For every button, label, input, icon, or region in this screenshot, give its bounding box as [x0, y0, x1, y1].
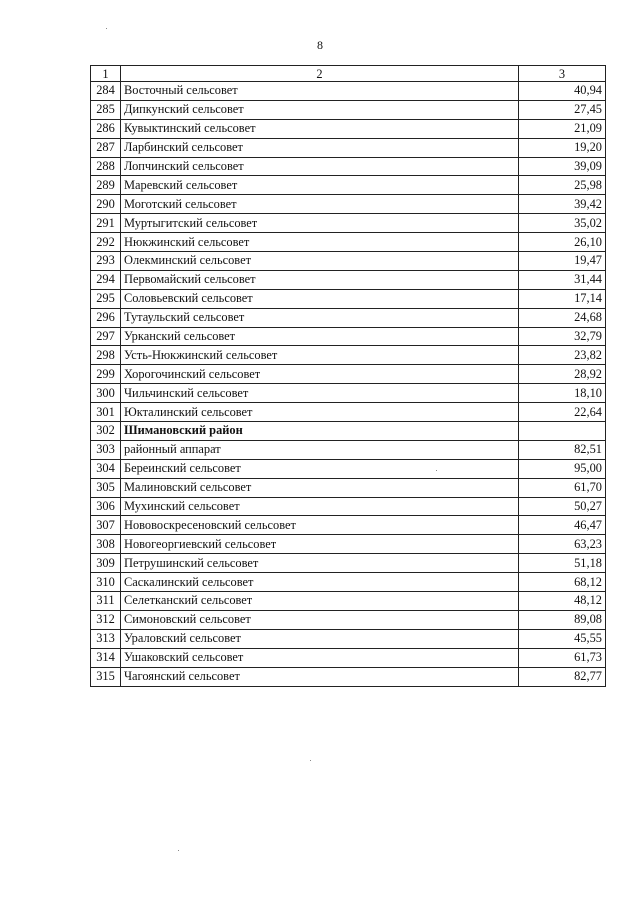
table-row: [91, 573, 606, 592]
row-value: 39,42: [519, 195, 606, 214]
row-number: 285: [91, 100, 121, 119]
table-row: [91, 346, 606, 365]
row-name: Нюкжинский сельсовет: [121, 233, 519, 252]
data-table: [90, 65, 606, 687]
row-value: 45,55: [519, 629, 606, 648]
table-row: [91, 82, 606, 101]
row-value: 22,64: [519, 403, 606, 422]
row-value: 26,10: [519, 233, 606, 252]
row-value: 61,73: [519, 648, 606, 667]
row-number: 308: [91, 535, 121, 554]
row-value: 25,98: [519, 176, 606, 195]
row-number: 309: [91, 554, 121, 573]
row-value: 17,14: [519, 289, 606, 308]
table-body: [91, 82, 606, 687]
row-number: 314: [91, 648, 121, 667]
row-name: Ушаковский сельсовет: [121, 648, 519, 667]
row-number: 294: [91, 270, 121, 289]
row-number: 315: [91, 667, 121, 686]
row-number: 286: [91, 119, 121, 138]
scan-speck: [310, 760, 311, 761]
row-value: 35,02: [519, 214, 606, 233]
row-number: 293: [91, 252, 121, 271]
row-number: 292: [91, 233, 121, 252]
row-name: Ларбинский сельсовет: [121, 138, 519, 157]
row-number: 298: [91, 346, 121, 365]
row-number: 304: [91, 459, 121, 478]
row-number: 307: [91, 516, 121, 535]
row-name: Маревский сельсовет: [121, 176, 519, 195]
row-number: 295: [91, 289, 121, 308]
row-name: Чильчинский сельсовет: [121, 384, 519, 403]
row-number: 310: [91, 573, 121, 592]
table-row: [91, 384, 606, 403]
row-name: Тутаульский сельсовет: [121, 308, 519, 327]
row-name: Муртыгитский сельсовет: [121, 214, 519, 233]
row-value: 24,68: [519, 308, 606, 327]
table-row: [91, 459, 606, 478]
row-value: 50,27: [519, 497, 606, 516]
row-number: 289: [91, 176, 121, 195]
table-row: [91, 610, 606, 629]
row-value: [519, 422, 606, 441]
row-name: Восточный сельсовет: [121, 82, 519, 101]
table-row: [91, 252, 606, 271]
row-value: 82,77: [519, 667, 606, 686]
row-value: 27,45: [519, 100, 606, 119]
row-value: 19,47: [519, 252, 606, 271]
row-name: районный аппарат: [121, 440, 519, 459]
table-row: [91, 233, 606, 252]
row-name: Урканский сельсовет: [121, 327, 519, 346]
row-name: Дипкунский сельсовет: [121, 100, 519, 119]
row-name: Чагоянский сельсовет: [121, 667, 519, 686]
row-name: Ураловский сельсовет: [121, 629, 519, 648]
table-row: [91, 535, 606, 554]
row-number: 303: [91, 440, 121, 459]
table-row: [91, 497, 606, 516]
row-value: 68,12: [519, 573, 606, 592]
header-col-1: 1: [91, 66, 121, 82]
scan-speck: [178, 850, 179, 851]
table-row: [91, 592, 606, 611]
row-name: Новогеоргиевский сельсовет: [121, 535, 519, 554]
table-row: [91, 667, 606, 686]
row-number: 301: [91, 403, 121, 422]
header-row: [91, 66, 606, 82]
table-row: [91, 195, 606, 214]
row-value: 23,82: [519, 346, 606, 365]
table-row: [91, 119, 606, 138]
row-name: Береинский сельсовет: [121, 459, 519, 478]
row-name: Хорогочинский сельсовет: [121, 365, 519, 384]
row-value: 48,12: [519, 592, 606, 611]
scan-speck: [436, 470, 437, 471]
row-number: 297: [91, 327, 121, 346]
table-row: [91, 365, 606, 384]
row-name: Симоновский сельсовет: [121, 610, 519, 629]
table-row: [91, 270, 606, 289]
row-number: 291: [91, 214, 121, 233]
header-col-3: 3: [519, 66, 606, 82]
table-row: [91, 516, 606, 535]
table-row: [91, 478, 606, 497]
table-row: [91, 176, 606, 195]
row-value: 63,23: [519, 535, 606, 554]
row-value: 40,94: [519, 82, 606, 101]
row-name: Кувыктинский сельсовет: [121, 119, 519, 138]
row-number: 296: [91, 308, 121, 327]
row-number: 300: [91, 384, 121, 403]
table-row: [91, 289, 606, 308]
row-value: 32,79: [519, 327, 606, 346]
row-number: 299: [91, 365, 121, 384]
row-value: 89,08: [519, 610, 606, 629]
table-row: [91, 327, 606, 346]
row-name: Юкталинский сельсовет: [121, 403, 519, 422]
row-name: Саскалинский сельсовет: [121, 573, 519, 592]
row-name: Соловьевский сельсовет: [121, 289, 519, 308]
row-name: Малиновский сельсовет: [121, 478, 519, 497]
row-value: 95,00: [519, 459, 606, 478]
table-row: [91, 648, 606, 667]
row-value: 46,47: [519, 516, 606, 535]
row-name: Усть-Нюкжинский сельсовет: [121, 346, 519, 365]
table-row: [91, 138, 606, 157]
row-value: 18,10: [519, 384, 606, 403]
row-name: Лопчинский сельсовет: [121, 157, 519, 176]
row-name: Моготский сельсовет: [121, 195, 519, 214]
table-row: [91, 403, 606, 422]
table-row: [91, 629, 606, 648]
row-value: 21,09: [519, 119, 606, 138]
table-row: [91, 100, 606, 119]
table-row: [91, 440, 606, 459]
row-number: 313: [91, 629, 121, 648]
page-number: 8: [317, 38, 323, 52]
row-number: 288: [91, 157, 121, 176]
row-number: 312: [91, 610, 121, 629]
row-value: 31,44: [519, 270, 606, 289]
row-name: Селетканский сельсовет: [121, 592, 519, 611]
row-number: 284: [91, 82, 121, 101]
row-number: 306: [91, 497, 121, 516]
row-value: 82,51: [519, 440, 606, 459]
row-value: 39,09: [519, 157, 606, 176]
row-name: Нововоскресеновский сельсовет: [121, 516, 519, 535]
row-name: Шимановский район: [121, 422, 519, 441]
row-number: 302: [91, 422, 121, 441]
row-value: 28,92: [519, 365, 606, 384]
row-value: 61,70: [519, 478, 606, 497]
row-number: 287: [91, 138, 121, 157]
row-name: Олекминский сельсовет: [121, 252, 519, 271]
table-row: [91, 214, 606, 233]
table-row: [91, 422, 606, 441]
row-value: 51,18: [519, 554, 606, 573]
header-col-2: 2: [121, 66, 519, 82]
table-row: [91, 157, 606, 176]
table-row: [91, 554, 606, 573]
table-row: [91, 308, 606, 327]
row-number: 305: [91, 478, 121, 497]
row-number: 290: [91, 195, 121, 214]
row-value: 19,20: [519, 138, 606, 157]
scan-speck: [106, 28, 107, 29]
row-name: Первомайский сельсовет: [121, 270, 519, 289]
row-name: Мухинский сельсовет: [121, 497, 519, 516]
row-name: Петрушинский сельсовет: [121, 554, 519, 573]
row-number: 311: [91, 592, 121, 611]
